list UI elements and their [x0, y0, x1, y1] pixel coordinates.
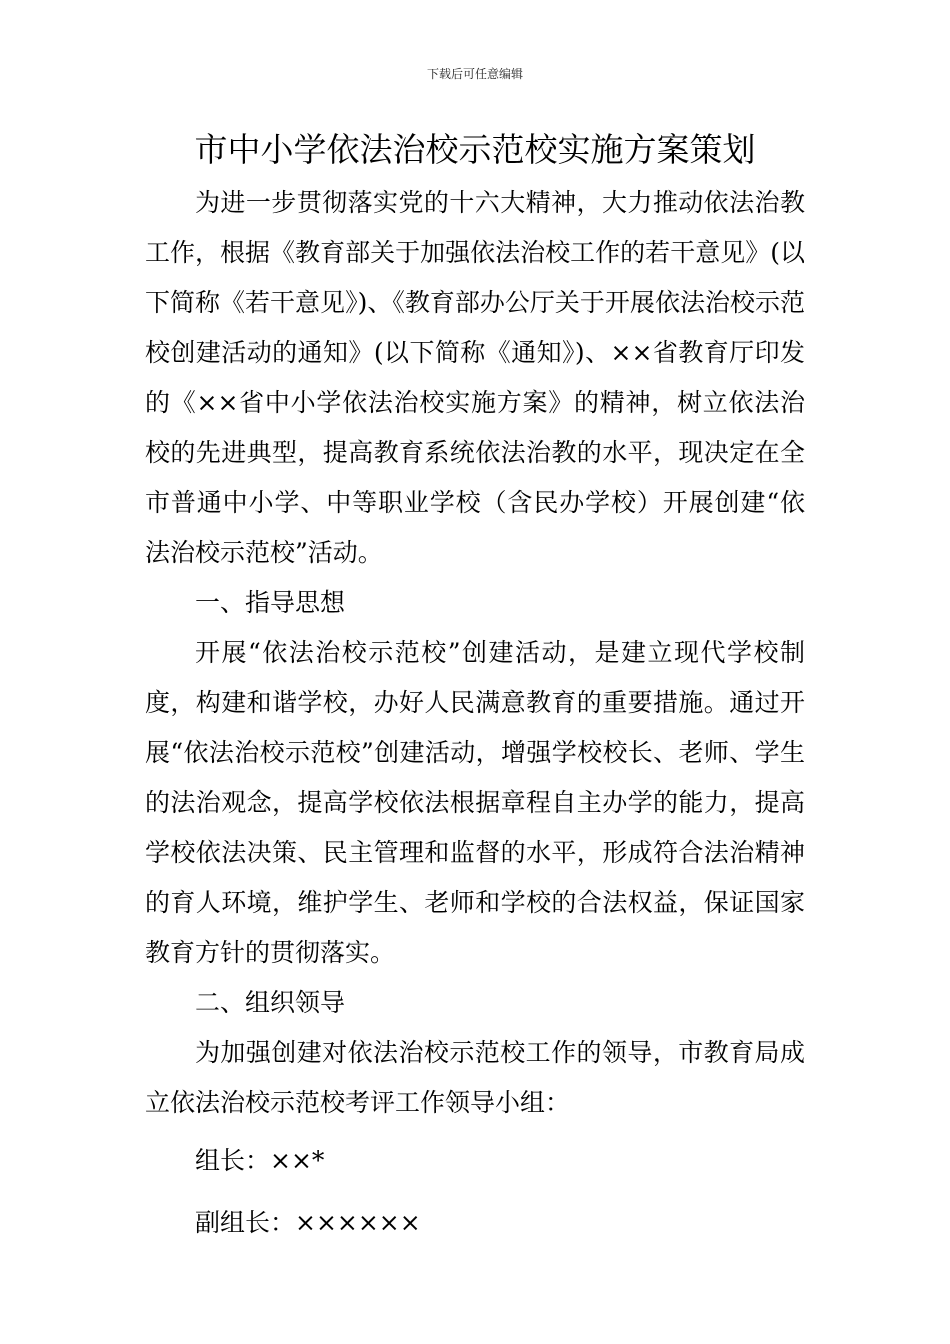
header-note: 下载后可任意编辑: [426, 67, 523, 81]
deputy-group-leader-line: 副组长：××××××: [195, 1208, 421, 1237]
organization-paragraph: 为加强创建对依法治校示范校工作的领导，市教育局成立依法治校示范校考评工作领导小组：: [145, 1038, 805, 1117]
group-leader-line: 组长：××*: [195, 1146, 325, 1175]
section-heading-organization: 二、组织领导: [195, 988, 346, 1017]
document-body: [145, 178, 805, 1248]
guiding-ideology-paragraph: 开展“依法治校示范校”创建活动，是建立现代学校制度，构建和谐学校，办好人民满意教育的重要措施。通过开展“依法治校示范校”创建活动，增强学校校长、老师、学生的法治观念，提高学校依法根据章程自主办学的能力，提高学校依法决策、民主管理和监督的水平，形成符合法治精神的育人环境，维护学生、老师和学校的合法权益，保证国家教育方针的贯彻落实。: [145, 638, 805, 967]
intro-paragraph: 为进一步贯彻落实党的十六大精神，大力推动依法治教工作，根据《教育部关于加强依法治校工作的若干意见》(以下简称《若干意见》)、《教育部办公厅关于开展依法治校示范校创建活动的通知》(以下简称《通知》)、××省教育厅印发的《××省中小学依法治校实施方案》的精神，树立依法治校的先进典型，提高教育系统依法治教的水平，现决定在全市普通中小学、中等职业学校（含民办学校）开展创建“依法治校示范校”活动。: [145, 188, 805, 567]
section-heading-guiding-ideology: 一、指导思想: [195, 588, 346, 617]
document-title: 市中小学依法治校示范校实施方案策划: [194, 130, 756, 169]
